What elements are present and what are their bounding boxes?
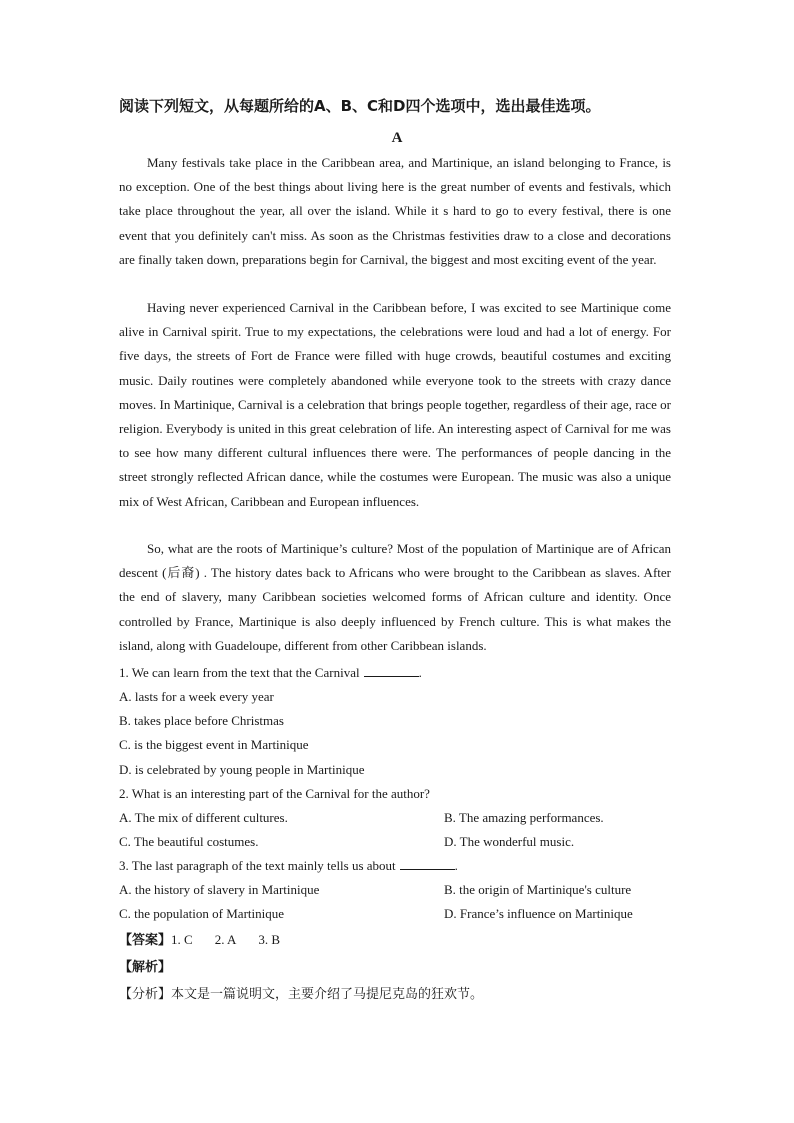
question-1-end: . bbox=[418, 665, 422, 680]
summary-text: 本文是一篇说明文，主要介绍了马提尼克岛的狂欢节。 bbox=[171, 987, 484, 1002]
question-1-text: 1. We can learn from the text that the Carnival bbox=[119, 665, 360, 680]
question-1-option-c: C. is the biggest event in Martinique bbox=[119, 737, 309, 752]
question-3-option-b: B. the origin of Martinique's culture bbox=[444, 882, 632, 897]
question-3-stem bbox=[119, 856, 458, 876]
question-2-option-d: D. The wonderful music. bbox=[444, 834, 575, 849]
summary-label: 【分析】 bbox=[119, 987, 172, 1002]
answer-blank bbox=[364, 664, 419, 677]
question-3-option-c: C. the population of Martinique bbox=[119, 906, 285, 921]
passage-paragraph-2: Having never experienced Carnival in the Caribbean before, I was excited to see Martinique come alive in Carnival spirit. True to my expectations, the celebrations were loud and had a lot of energy. For five days, the streets of Fort de France were filled with huge crowds, beautiful costumes and exciting music. Daily routines were completely abandoned while everyone took to the streets with crazy dance moves. In Martinique, Carnival is a celebration that brings people together, regardless of their age, race or religion. Everybody is united in this great celebration of life. An interesting aspect of Carnival for me was to see how many different cultural influences there were. The performances of people dancing in the street strongly reflected African dance, while the costumes were European. The music was also a unique mix of West African, Caribbean and European influences. bbox=[119, 300, 671, 509]
analysis-line bbox=[119, 957, 171, 978]
question-1-stem bbox=[119, 663, 422, 683]
summary-line bbox=[119, 984, 483, 1005]
answer-item-1: 1. C bbox=[171, 932, 193, 947]
answer-blank bbox=[400, 857, 455, 870]
instruction-heading: 阅读下列短文，从每题所给的A、B、C和D四个选项中，选出最佳选项。 bbox=[119, 97, 601, 115]
section-label: A bbox=[391, 130, 403, 146]
question-3-option-d: D. France’s influence on Martinique bbox=[444, 906, 633, 921]
answer-label: 【答案】 bbox=[119, 933, 172, 948]
passage-paragraph-1: Many festivals take place in the Caribbean area, and Martinique, an island belonging to France, is no exception. One of the best things about living here is the great number of events and festivals, which take place throughout the year, all over the island. While it s hard to go to every festival, there is one event that you definitely can't miss. As soon as the Christmas festivities draw to a close and decorations are finally taken down, preparations begin for Carnival, the biggest and most exciting event of the year. bbox=[119, 155, 671, 267]
analysis-label: 【解析】 bbox=[119, 960, 172, 975]
question-1-option-d: D. is celebrated by young people in Martinique bbox=[119, 762, 365, 777]
question-2-stem: 2. What is an interesting part of the Carnival for the author? bbox=[119, 786, 430, 801]
question-3-option-a: A. the history of slavery in Martinique bbox=[119, 882, 320, 897]
passage-paragraph-3: So, what are the roots of Martinique’s culture? Most of the population of Martinique are of African descent (后裔) . The history dates back to Africans who were brought to the Caribbean as slaves. After the end of slavery, many Caribbean societies welcomed forms of African culture and identity. Once controlled by France, Martinique is also deeply influenced by French culture. This is what makes the island, along with Guadeloupe, different from other Caribbean islands. bbox=[119, 541, 671, 653]
question-3-end: . bbox=[454, 858, 458, 873]
answer-item-3: 3. B bbox=[258, 932, 281, 947]
question-1-option-b: B. takes place before Christmas bbox=[119, 713, 284, 728]
question-2-option-c: C. The beautiful costumes. bbox=[119, 834, 259, 849]
answer-item-2: 2. A bbox=[214, 932, 237, 947]
question-3-text: 3. The last paragraph of the text mainly tells us about bbox=[119, 858, 396, 873]
question-2-option-b: B. The amazing performances. bbox=[444, 810, 604, 825]
question-2-option-a: A. The mix of different cultures. bbox=[119, 810, 288, 825]
question-1-option-a: A. lasts for a week every year bbox=[119, 689, 274, 704]
answer-line bbox=[119, 930, 302, 951]
